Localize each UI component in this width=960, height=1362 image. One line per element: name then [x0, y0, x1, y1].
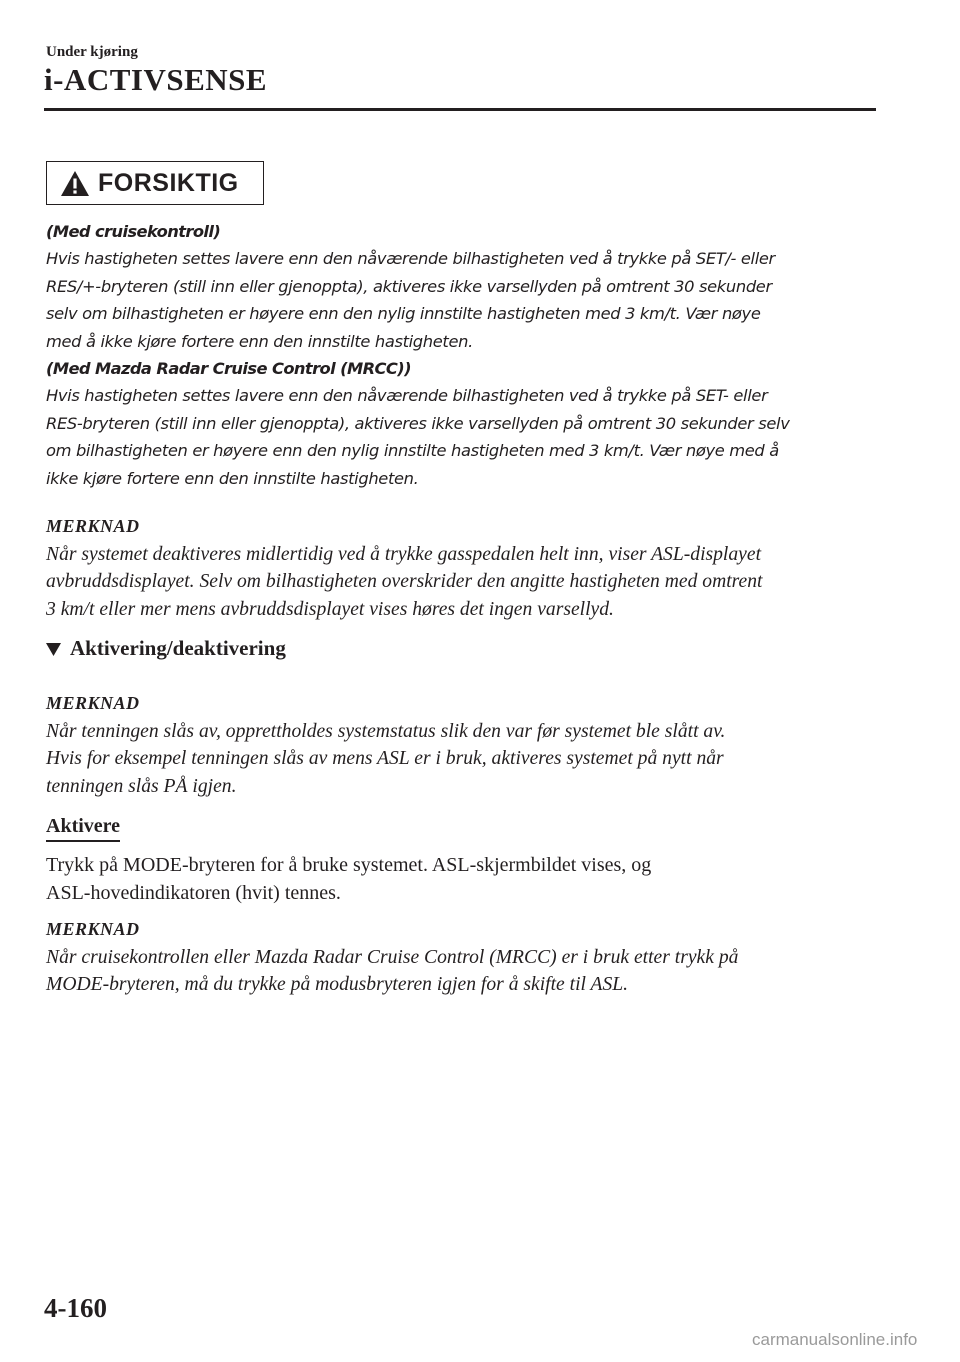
header-divider: [44, 108, 876, 111]
note-title: MERKNAD: [46, 919, 140, 939]
caution-line: Hvis hastigheten settes lavere enn den nåværende bilhastigheten ved å trykke på SET/- eller: [46, 249, 775, 269]
warning-triangle-icon: [60, 170, 90, 197]
body-line: Trykk på MODE-bryteren for å bruke systemet. ASL-skjermbildet vises, og: [46, 854, 652, 876]
caution-line: med å ikke kjøre fortere enn den innstilte hastigheten.: [46, 331, 473, 351]
note-line: tenningen slås PÅ igjen.: [46, 775, 237, 797]
caution-line: om bilhastigheten er høyere enn den nylig innstilte hastigheten med 3 km/t. Vær nøye med å: [46, 441, 779, 461]
note-line: Hvis for eksempel tenningen slås av mens ASL er i bruk, aktiveres systemet på nytt når: [46, 748, 724, 769]
chapter-title: i-ACTIVSENSE: [44, 62, 268, 97]
page-number: 4-160: [44, 1293, 107, 1323]
section-heading-activation: [46, 636, 286, 661]
note-title: MERKNAD: [46, 516, 140, 536]
caution-label: FORSIKTIG: [98, 168, 239, 197]
note-line: 3 km/t eller mer mens avbruddsdisplayet vises høres det ingen varsellyd.: [46, 598, 614, 620]
body-line: ASL-hovedindikatoren (hvit) tennes.: [46, 882, 341, 904]
activate-body: [46, 851, 886, 907]
caution-line: RES/+-bryteren (still inn eller gjenoppta), aktiveres ikke varsellyden på omtrent 30 sekunder: [46, 276, 772, 296]
note-interrupt: [46, 513, 886, 623]
triangle-down-icon: [46, 642, 61, 656]
note-ignition: [46, 690, 886, 800]
note-line: Når cruisekontrollen eller Mazda Radar Cruise Control (MRCC) er i bruk etter trykk på: [46, 946, 739, 968]
note-title: MERKNAD: [46, 693, 140, 713]
caution-body: [46, 218, 886, 492]
caution-line: RES-bryteren (still inn eller gjenoppta), aktiveres ikke varsellyden på omtrent 30 sekunder selv: [46, 413, 790, 433]
note-line: avbruddsdisplayet. Selv om bilhastigheten overskrider den angitte hastigheten med omtrent: [46, 571, 763, 592]
caution-line: ikke kjøre fortere enn den innstilte hastigheten.: [46, 468, 419, 488]
section-label: Under kjøring: [46, 44, 138, 60]
note-line: Når systemet deaktiveres midlertidig ved å trykke gasspedalen helt inn, viser ASL-displayet: [46, 543, 762, 565]
caution-subheading-mrcc: (Med Mazda Radar Cruise Control (MRCC)): [46, 359, 411, 379]
caution-line: selv om bilhastigheten er høyere enn den nylig innstilte hastigheten med 3 km/t. Vær nøye: [46, 304, 761, 324]
caution-line: Hvis hastigheten settes lavere enn den nåværende bilhastigheten ved å trykke på SET- eller: [46, 386, 768, 406]
watermark: carmanualsonline.info: [752, 1330, 918, 1349]
caution-label-box: [46, 161, 264, 205]
section-heading-text: Aktivering/deaktivering: [70, 636, 286, 660]
note-line: MODE-bryteren, må du trykke på modusbryteren igjen for å skifte til ASL.: [46, 974, 629, 995]
note-mode: [46, 916, 886, 999]
note-line: Når tenningen slås av, opprettholdes systemstatus slik den var før systemet ble slått av.: [46, 720, 726, 742]
caution-subheading-cruise: (Med cruisekontroll): [46, 222, 221, 241]
activate-heading: Aktivere: [46, 813, 120, 842]
